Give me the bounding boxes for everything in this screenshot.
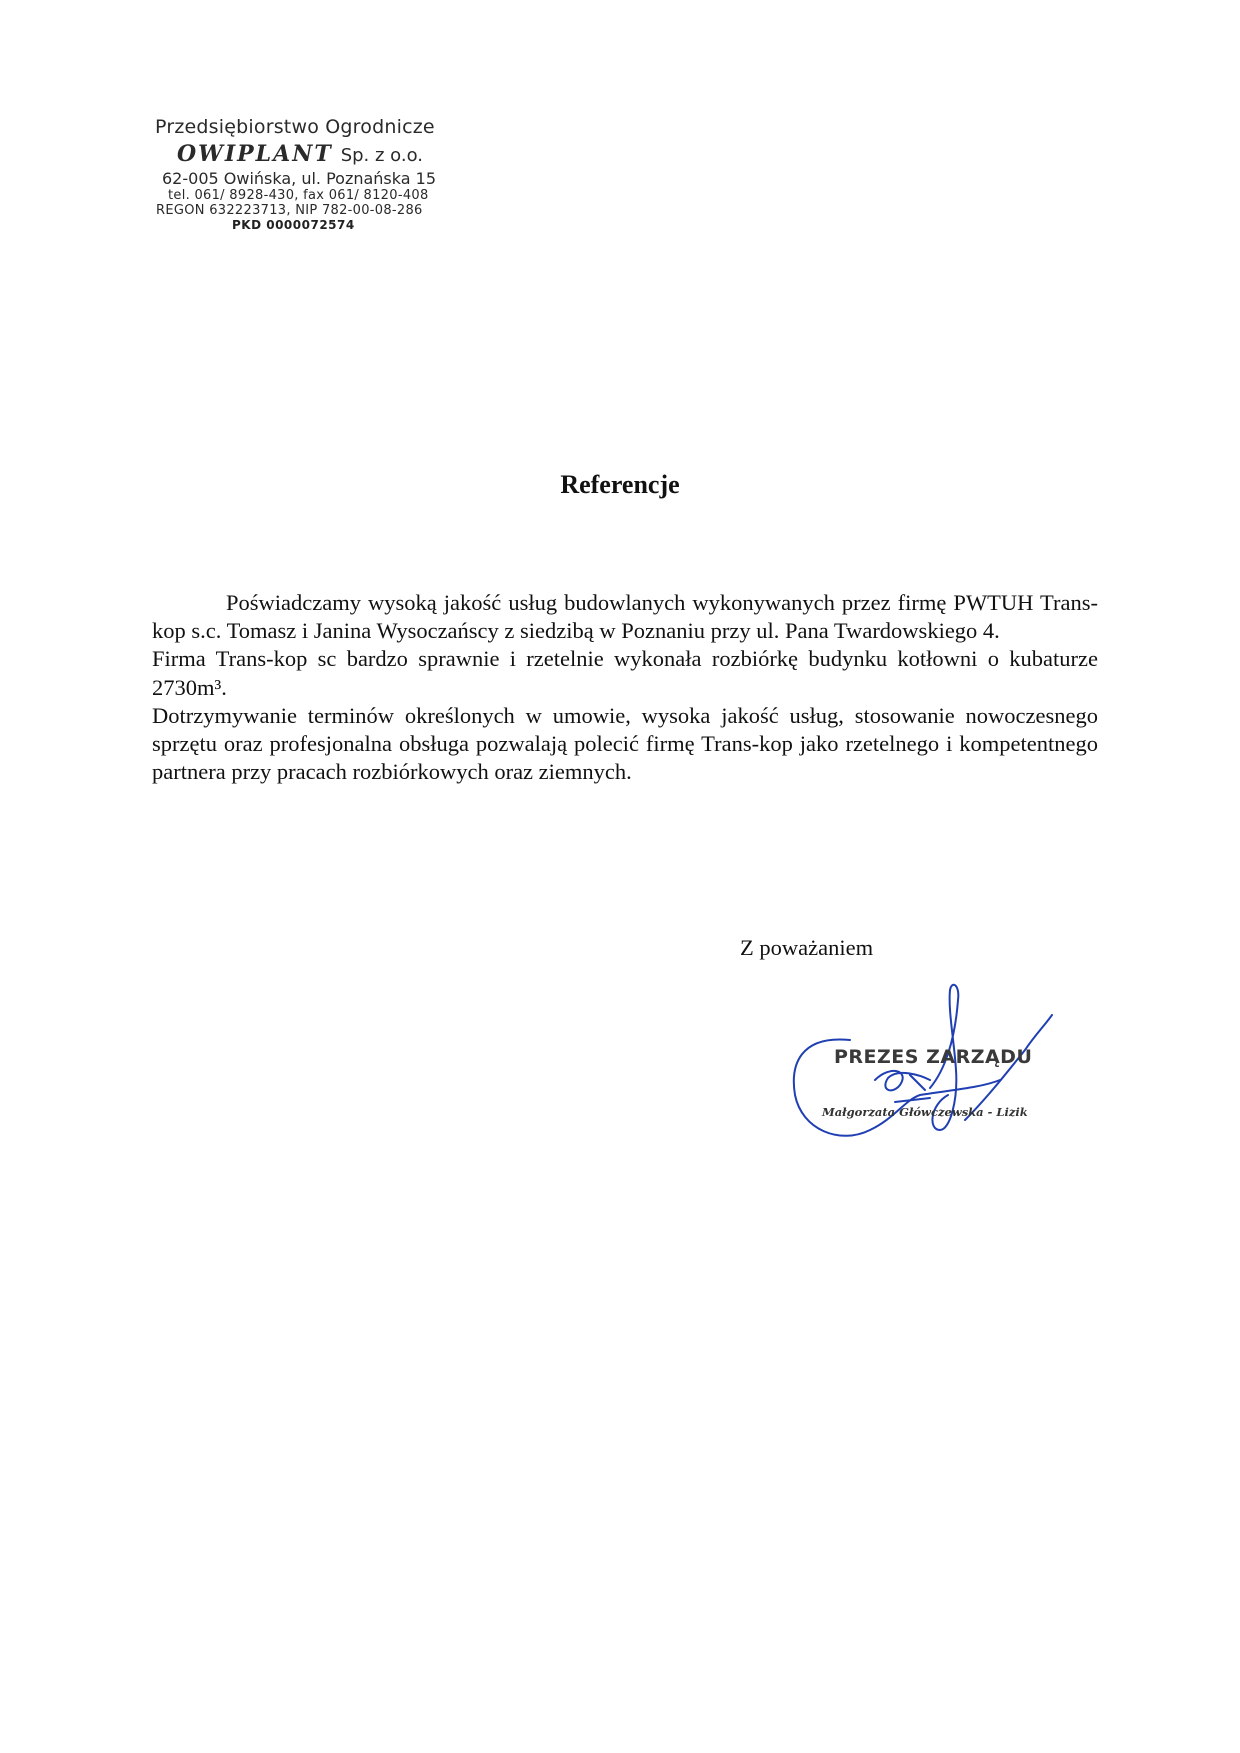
body-paragraph-3: Dotrzymywanie terminów określonych w umowie, wysoka jakość usług, stosowanie nowoczesnego sprzętu oraz profesjonalna obsługa pozwalają polecić firmę Trans-kop jako rzetelnego i kompetentnego partnera przy pracach rozbiórkowych oraz ziemnych. [152,702,1098,785]
stamp-address: 62-005 Owińska, ul. Poznańska 15 [162,169,436,188]
stamp-phone-fax: tel. 061/ 8928-430, fax 061/ 8120-408 [168,188,429,203]
stamp-registry-number: PKD 0000072574 [232,218,355,232]
document-body [152,589,1098,786]
closing-salutation: Z poważaniem [740,935,874,960]
document-title: Referencje [560,470,680,499]
body-paragraph-1: Poświadczamy wysoką jakość usług budowlanych wykonywanych przez firmę PWTUH Trans-kop s.c. Tomasz i Janina Wysoczańscy z siedzibą w Poznaniu przy ul. Pana Twardowskiego 4. [152,590,1098,644]
signature-stamp-name: Małgorzata Główczewska - Lizik [822,1105,1028,1119]
handwritten-signature [780,980,1100,1160]
stamp-company-type: Przedsiębiorstwo Ogrodnicze [155,116,435,138]
body-paragraph-2: Firma Trans-kop sc bardzo sprawnie i rzetelnie wykonała rozbiórkę budynku kotłowni o kubaturze 2730m³. [152,646,1098,700]
stamp-legal-form: Sp. z o.o. [340,145,424,166]
stamp-regon-nip: REGON 632223713, NIP 782-00-08-286 [156,203,423,218]
stamp-company-name [150,141,450,167]
stamp-brand: OWIPLANT [176,141,333,167]
company-stamp [150,116,450,232]
signature-stamp-title: PREZES ZARZĄDU [834,1046,1033,1068]
signature-block [780,980,1100,1160]
